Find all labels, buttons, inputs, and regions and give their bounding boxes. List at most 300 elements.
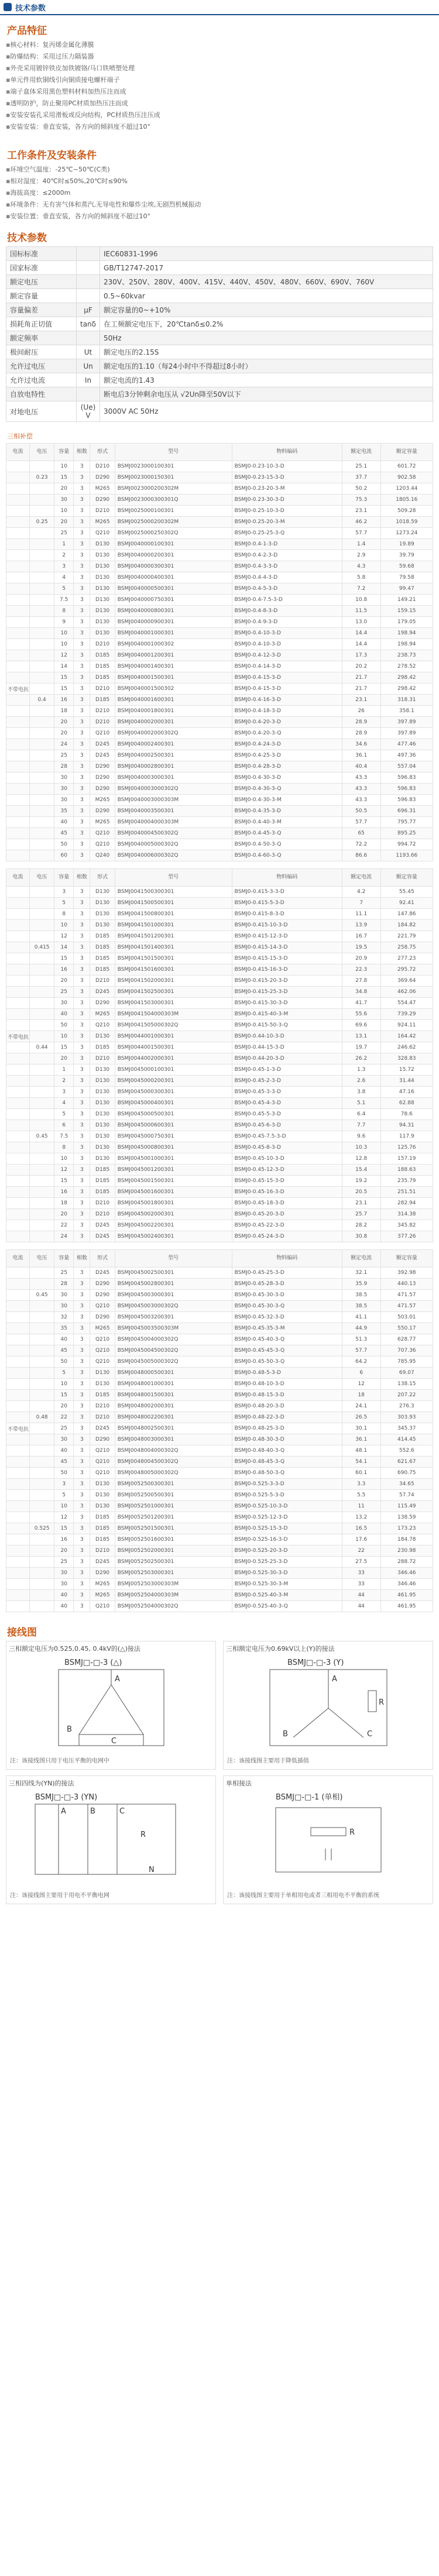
table-cell: [6, 1345, 30, 1356]
table-cell: 303.93: [380, 1412, 433, 1423]
table-cell: BSMJ0040000750301: [115, 595, 232, 606]
table-row: [6, 998, 433, 1009]
table-cell: BSMJ0045004000302Q: [115, 1334, 232, 1345]
table-cell: 20.5: [342, 1187, 380, 1198]
table-cell: [6, 1468, 30, 1479]
phase-c-label: C: [119, 1807, 125, 1816]
table-cell: D210: [90, 1053, 115, 1064]
table-cell: 40: [54, 1601, 74, 1612]
table-row: [6, 1401, 433, 1412]
table-row: [6, 1579, 433, 1590]
table-cell: 3: [74, 976, 90, 987]
table-cell: 392.98: [380, 1268, 433, 1279]
table-cell: D210: [90, 1412, 115, 1423]
table-cell: 27.8: [342, 976, 380, 987]
table-row: [6, 1334, 433, 1345]
table-row: [6, 1568, 433, 1579]
table-cell: [6, 472, 30, 483]
model-label: BSMJ□-□-3 (Y): [287, 1658, 344, 1667]
table-cell: 16: [54, 1534, 74, 1545]
table-cell: [6, 828, 30, 839]
table-row: [6, 1368, 433, 1379]
table-cell: BSMJ0041505000302Q: [115, 1020, 232, 1031]
table-cell: D130: [90, 1501, 115, 1512]
table-cell: 12: [54, 931, 74, 942]
table-cell: 596.83: [380, 784, 433, 795]
table-cell: 30: [54, 784, 74, 795]
diagram-title: 单相接法: [226, 1780, 252, 1787]
table-cell: 3: [74, 998, 90, 1009]
table-cell: 3: [74, 1009, 90, 1020]
table-cell: 621.67: [380, 1457, 433, 1468]
table-row: [6, 1323, 433, 1334]
table-cell: 44: [342, 1601, 380, 1612]
table-row: [6, 583, 433, 595]
table-cell: BSMJ0052503000301: [115, 1568, 232, 1579]
table-cell: 12: [342, 1379, 380, 1390]
table-row: [6, 517, 433, 528]
conditions-title: 工作条件及安装条件: [7, 150, 97, 162]
table-cell: 11.5: [342, 606, 380, 617]
table-cell: [29, 561, 54, 572]
table-row: [6, 909, 433, 920]
table-cell: [6, 706, 30, 717]
table-cell: [6, 1009, 30, 1020]
table-cell: BSMJ0-0.4-16-3-D: [232, 695, 342, 706]
table-row: [6, 1345, 433, 1356]
table-cell: BSMJ0-0.4-15-3-D: [232, 672, 342, 684]
table-cell: 6: [342, 1368, 380, 1379]
table-row: [6, 1153, 433, 1165]
table-cell: BSMJ0-0.45-16-3-D: [232, 1187, 342, 1198]
table-cell: [29, 1390, 54, 1401]
table-cell: 28.2: [342, 1220, 380, 1231]
table-cell: BSMJ0041500300301: [115, 887, 232, 898]
table-cell: 157.19: [380, 1153, 433, 1165]
table-cell: [29, 1231, 54, 1242]
table-cell: 94.31: [380, 1120, 433, 1131]
table-cell: D130: [90, 561, 115, 572]
table-cell: 345.82: [380, 1220, 433, 1231]
table-cell: 3: [74, 1098, 90, 1109]
table-cell: 46.2: [342, 517, 380, 528]
table-cell: BSMJ0048002500301: [115, 1423, 232, 1434]
column-header: 额定电流: [342, 869, 380, 887]
table-cell: 55.45: [380, 887, 433, 898]
table-cell: BSMJ0-0.4-45-3-Q: [232, 828, 342, 839]
table-cell: BSMJ0040004000303M: [115, 817, 232, 828]
table-row: [6, 528, 433, 539]
table-row: [6, 1053, 433, 1064]
table-cell: 30: [54, 998, 74, 1009]
table-cell: BSMJ0052503000303M: [115, 1579, 232, 1590]
table-cell: BSMJ0040000100301: [115, 539, 232, 550]
table-cell: BSMJ0052501600301: [115, 1534, 232, 1545]
table-cell: [6, 1379, 30, 1390]
table-cell: [6, 550, 30, 561]
table-cell: [29, 483, 54, 494]
table-cell: [6, 784, 30, 795]
table-cell: Q210: [90, 1445, 115, 1457]
table-cell: [29, 528, 54, 539]
param-value: 额定容量的0~+10%: [100, 303, 433, 317]
table-cell: 3: [74, 1590, 90, 1601]
table-cell: 13.0: [342, 617, 380, 628]
table-cell: BSMJ0040003000301: [115, 772, 232, 784]
table-cell: [29, 1423, 54, 1434]
table-cell: [6, 1020, 30, 1031]
column-header: 额定容量: [380, 1250, 433, 1268]
table-cell: BSMJ0-0.4-60-3-Q: [232, 850, 342, 861]
table-row: [6, 650, 433, 661]
table-cell: 50: [54, 1468, 74, 1479]
table-cell: [29, 661, 54, 672]
table-cell: BSMJ0-0.23-15-3-D: [232, 472, 342, 483]
table-cell: 3: [74, 850, 90, 861]
phase-a-label: A: [114, 1675, 120, 1684]
table-cell: BSMJ0040001000301: [115, 628, 232, 639]
param-name: 国家标准: [6, 261, 77, 275]
table-cell: D185: [90, 964, 115, 976]
table-cell: [6, 1142, 30, 1153]
diagram-caption: 注：该接线图主要用于单相用电或者三相用电不平衡的系统: [227, 1892, 379, 1899]
table-cell: 207.22: [380, 1390, 433, 1401]
table-cell: BSMJ0-0.525-25-3-D: [232, 1557, 342, 1568]
table-cell: 20: [54, 717, 74, 728]
table-cell: [6, 1301, 30, 1312]
param-value: 0.5~60kvar: [100, 289, 433, 303]
table-row: [6, 1198, 433, 1209]
table-cell: 8: [54, 909, 74, 920]
table-cell: 19.89: [380, 539, 433, 550]
table-cell: 15: [54, 1042, 74, 1053]
table-cell: 3: [74, 1434, 90, 1445]
table-row: [6, 1434, 433, 1445]
table-cell: 3: [74, 1457, 90, 1468]
table-row: [6, 1457, 433, 1468]
table-cell: 30: [54, 772, 74, 784]
table-cell: [6, 1523, 30, 1534]
table-cell: [29, 1312, 54, 1323]
table-cell: BSMJ0045002400301: [115, 1231, 232, 1242]
table-cell: [29, 1098, 54, 1109]
table-cell: [29, 987, 54, 998]
table-cell: [6, 528, 30, 539]
table-cell: 21.7: [342, 684, 380, 695]
table-cell: [6, 1198, 30, 1209]
table-cell: 440.13: [380, 1279, 433, 1290]
table-cell: D130: [90, 1109, 115, 1120]
wiring-diagram-yn: [6, 1775, 216, 1904]
table-cell: [6, 953, 30, 964]
table-row: [6, 850, 433, 861]
table-cell: [29, 1501, 54, 1512]
model-label: BSMJ□-□-3 (△): [64, 1658, 122, 1667]
table-cell: 25.1: [342, 461, 380, 472]
table-cell: 3: [74, 1220, 90, 1231]
diagram-title: 三相四线为(YN)的接法: [9, 1780, 74, 1787]
param-row: [6, 401, 433, 422]
table-cell: 3: [74, 784, 90, 795]
table-cell: [6, 628, 30, 639]
table-cell: BSMJ0-0.45-1-3-D: [232, 1064, 342, 1076]
table-cell: BSMJ0048005000302Q: [115, 1468, 232, 1479]
table-row: [6, 987, 433, 998]
header-bar: [0, 0, 439, 15]
table-cell: D210: [90, 506, 115, 517]
table-cell: 9.6: [342, 1131, 380, 1142]
table-cell: BSMJ0052500500301: [115, 1490, 232, 1501]
table-cell: 64.2: [342, 1356, 380, 1368]
table-cell: D130: [90, 628, 115, 639]
table-row: [6, 494, 433, 506]
table-cell: D245: [90, 1268, 115, 1279]
table-cell: D185: [90, 1165, 115, 1176]
table-cell: M265: [90, 817, 115, 828]
table-cell: 3: [74, 1501, 90, 1512]
table-cell: BSMJ0041500800301: [115, 909, 232, 920]
conditions-item: ▪ 环境条件：无有害气体和蒸汽,无导电性和爆炸尘埃,无剧烈机械振动: [6, 199, 433, 211]
table-cell: D290: [90, 784, 115, 795]
table-cell: BSMJ0040002800301: [115, 761, 232, 772]
column-header: 型号: [115, 1250, 232, 1268]
table-cell: BSMJ0045003200301: [115, 1312, 232, 1323]
table-cell: [6, 739, 30, 750]
table-cell: 15: [54, 1176, 74, 1187]
table-cell: D130: [90, 595, 115, 606]
table-cell: BSMJ0048002000301: [115, 1401, 232, 1412]
table-cell: 2: [54, 1076, 74, 1087]
table-cell: 298.42: [380, 684, 433, 695]
table-cell: [29, 1087, 54, 1098]
table-cell: 10: [54, 1379, 74, 1390]
table-cell: D210: [90, 706, 115, 717]
table-row: [6, 1176, 433, 1187]
table-cell: BSMJ0-0.45-20-3-D: [232, 1209, 342, 1220]
table-cell: D185: [90, 672, 115, 684]
capacitor-table-2: [6, 868, 433, 1242]
table-cell: BSMJ0040001600301: [115, 695, 232, 706]
table-cell: 3: [74, 942, 90, 953]
table-cell: 3: [74, 1120, 90, 1131]
table-cell: D185: [90, 661, 115, 672]
table-cell: 3: [74, 1209, 90, 1220]
table-cell: BSMJ0-0.25-25-3-Q: [232, 528, 342, 539]
param-value: 额定电压的1.10（每24小时中不得超过8小时）: [100, 359, 433, 373]
table-cell: 3: [74, 909, 90, 920]
table-cell: 38.5: [342, 1301, 380, 1312]
table-cell: 20: [54, 1053, 74, 1064]
table-cell: BSMJ0052500300301: [115, 1479, 232, 1490]
table-cell: 25: [54, 1268, 74, 1279]
table-cell: D130: [90, 909, 115, 920]
table-cell: BSMJ0041501000301: [115, 920, 232, 931]
table-cell: 0.415: [29, 942, 54, 953]
diagram-title: 三相额定电压为0.525,0.45, 0.4kV的(△)接法: [9, 1645, 140, 1653]
table-cell: [6, 1445, 30, 1457]
table-cell: 16: [54, 1187, 74, 1198]
table-cell: [6, 1231, 30, 1242]
table-cell: BSMJ0040001500302: [115, 684, 232, 695]
param-row: [6, 275, 433, 289]
table-cell: 26.2: [342, 1053, 380, 1064]
table-row: [6, 1412, 433, 1423]
table-cell: [6, 1064, 30, 1076]
table-cell: [29, 628, 54, 639]
table-cell: 3: [74, 1076, 90, 1087]
table-row: [6, 617, 433, 628]
table-cell: [29, 839, 54, 850]
table-cell: 11: [342, 1501, 380, 1512]
table-cell: 3: [74, 1412, 90, 1423]
table-row: [6, 1098, 433, 1109]
table-row: [6, 1490, 433, 1501]
table-cell: 69.6: [342, 1020, 380, 1031]
table-cell: D290: [90, 1434, 115, 1445]
table-cell: 461.95: [380, 1590, 433, 1601]
table-cell: BSMJ0023000200302M: [115, 483, 232, 494]
table-cell: [29, 1356, 54, 1368]
table-cell: 3: [74, 1568, 90, 1579]
table-cell: [29, 1545, 54, 1557]
table-cell: D130: [90, 583, 115, 595]
table-cell: M265: [90, 1579, 115, 1590]
table-cell: BSMJ0045001000301: [115, 1153, 232, 1165]
table-cell: 3: [74, 772, 90, 784]
param-row: [6, 373, 433, 387]
table-cell: 28.9: [342, 717, 380, 728]
table-cell: [6, 772, 30, 784]
features-item: ▪ 透明防护，防止聚用PC材质加热压注而成: [6, 98, 433, 109]
table-row: [6, 1231, 433, 1242]
table-cell: [6, 942, 30, 953]
table-cell: 258.75: [380, 942, 433, 953]
table-cell: 3: [74, 517, 90, 528]
table-cell: [6, 1512, 30, 1523]
table-cell: 3: [74, 931, 90, 942]
conditions-list: [6, 164, 433, 222]
table-cell: 282.94: [380, 1198, 433, 1209]
table-cell: 3: [74, 1301, 90, 1312]
resistor-label: R: [349, 1828, 355, 1837]
table-cell: BSMJ0052501500301: [115, 1523, 232, 1534]
table-row: [6, 828, 433, 839]
table-cell: 3: [74, 1401, 90, 1412]
table-cell: BSMJ0-0.48-30-3-D: [232, 1434, 342, 1445]
table-cell: BSMJ0-0.45-24-3-D: [232, 1231, 342, 1242]
table-cell: [6, 750, 30, 761]
table-row: [6, 750, 433, 761]
table-cell: 0.45: [29, 1290, 54, 1301]
table-cell: D290: [90, 1290, 115, 1301]
table-cell: D185: [90, 650, 115, 661]
column-header: 形式: [90, 1250, 115, 1268]
table-cell: D185: [90, 1390, 115, 1401]
table-cell: [6, 1368, 30, 1379]
table-cell: 45: [54, 828, 74, 839]
table-cell: BSMJ0-0.45-28-3-D: [232, 1279, 342, 1290]
table-cell: 251.51: [380, 1187, 433, 1198]
table-cell: BSMJ0-0.45-7.5-3-D: [232, 1131, 342, 1142]
table-cell: 5: [54, 1490, 74, 1501]
table-cell: 3: [74, 964, 90, 976]
table-cell: [29, 1153, 54, 1165]
column-header: 电流: [6, 444, 30, 461]
table-cell: BSMJ0-0.4-40-3-M: [232, 817, 342, 828]
table-cell: D210: [90, 976, 115, 987]
table-row: [6, 1279, 433, 1290]
table-cell: 3: [74, 1601, 90, 1612]
table-cell: [6, 1209, 30, 1220]
table-cell: Q210: [90, 839, 115, 850]
table-cell: 16.5: [342, 1523, 380, 1534]
table-cell: D245: [90, 750, 115, 761]
table-cell: [29, 1379, 54, 1390]
table-cell: [6, 795, 30, 806]
table-cell: 3: [74, 898, 90, 909]
table-cell: 3: [74, 506, 90, 517]
table-cell: [6, 1479, 30, 1490]
param-name: 允许过电压: [6, 359, 77, 373]
table-cell: D210: [90, 1401, 115, 1412]
table-cell: 5.8: [342, 572, 380, 583]
table-cell: BSMJ0045003000301: [115, 1290, 232, 1301]
table-cell: 6: [54, 1120, 74, 1131]
table-row: [6, 806, 433, 817]
table-cell: 54.1: [342, 1457, 380, 1468]
table-row: [6, 976, 433, 987]
table-cell: 3: [74, 639, 90, 650]
table-cell: 3: [74, 628, 90, 639]
table-cell: 159.15: [380, 606, 433, 617]
table-cell: 4: [54, 572, 74, 583]
phase-b-label: B: [66, 1725, 72, 1734]
table-row: [6, 1142, 433, 1153]
table-cell: [6, 1268, 30, 1279]
table-row: [6, 964, 433, 976]
table-cell: 3: [74, 650, 90, 661]
phase-b-label: B: [282, 1730, 288, 1739]
table-cell: 0.525: [29, 1523, 54, 1534]
table-cell: 3: [74, 706, 90, 717]
table-cell: 10: [54, 506, 74, 517]
table-cell: 7.5: [54, 1131, 74, 1142]
table-cell: 18: [54, 1198, 74, 1209]
table-cell: 3: [74, 717, 90, 728]
table-cell: 1.3: [342, 1064, 380, 1076]
table-cell: 3: [74, 550, 90, 561]
table-cell: BSMJ0040000200301: [115, 550, 232, 561]
table-cell: M265: [90, 795, 115, 806]
param-row: [6, 261, 433, 275]
table-row: [6, 461, 433, 472]
table-cell: 17.6: [342, 1534, 380, 1545]
table-cell: BSMJ0-0.4-14-3-D: [232, 661, 342, 672]
table-cell: BSMJ0-0.4-25-3-D: [232, 750, 342, 761]
table-cell: BSMJ0-0.4-5-3-D: [232, 583, 342, 595]
param-value: 断电后3分钟剩余电压从 √2Un降至50V以下: [100, 387, 433, 401]
table-cell: BSMJ0-0.45-45-3-Q: [232, 1345, 342, 1356]
table-row: [6, 761, 433, 772]
table-cell: BSMJ0-0.45-32-3-D: [232, 1312, 342, 1323]
table-cell: 288.72: [380, 1557, 433, 1568]
table-cell: BSMJ0048002200301: [115, 1412, 232, 1423]
table-cell: 60.1: [342, 1468, 380, 1479]
table-cell: BSMJ0040004500302Q: [115, 828, 232, 839]
table-cell: [29, 1457, 54, 1468]
param-name: 对地电压: [6, 401, 77, 422]
neutral-label: N: [148, 1866, 155, 1874]
